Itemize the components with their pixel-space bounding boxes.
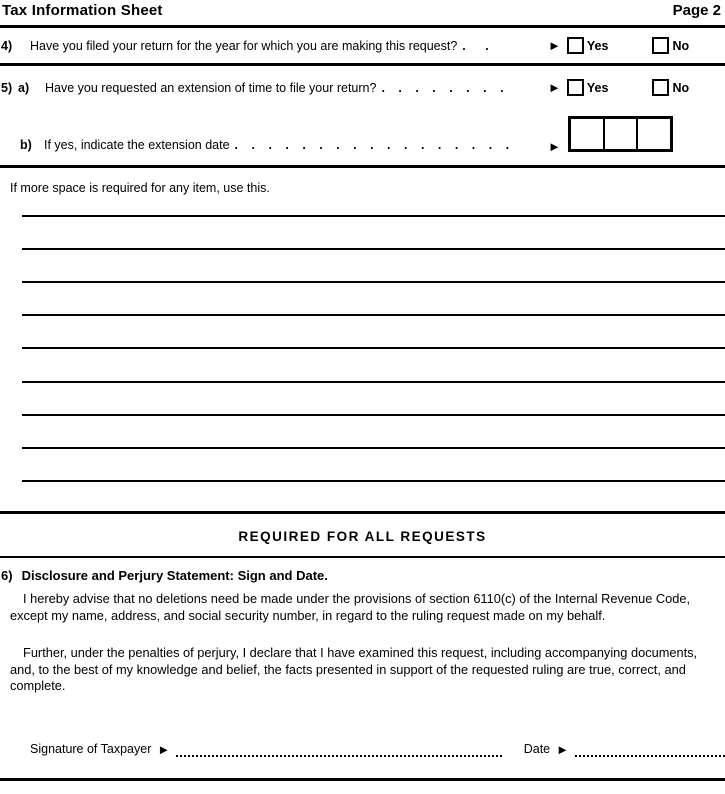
q4-no-group [646, 37, 689, 54]
q5a-no-label: No [672, 80, 690, 95]
dot-leader: . . [462, 39, 497, 53]
extra-space-bottom-divider [0, 511, 725, 514]
arrow-pointer-icon: ► [548, 80, 561, 95]
writing-line[interactable] [22, 480, 725, 482]
question-5b-text: If yes, indicate the extension date . . . . . . . . . . . . . . . . . [44, 138, 515, 152]
question-4-number: 4) [1, 39, 13, 53]
question-4-divider [0, 63, 725, 66]
q5a-yes-checkbox[interactable] [567, 79, 584, 96]
writing-line[interactable] [22, 347, 725, 349]
dot-leader: . . . . . . . . . . . . . . . . . [234, 138, 515, 152]
signature-input-line[interactable] [176, 745, 501, 757]
date-input-line[interactable] [575, 745, 725, 757]
question-6-heading [1, 568, 721, 583]
q5a-yes-label: Yes [586, 80, 609, 95]
q5a-no-checkbox[interactable] [652, 79, 669, 96]
writing-line[interactable] [22, 248, 725, 250]
extension-date-cell-year[interactable] [638, 119, 670, 149]
question-4-text: Have you filed your return for the year for which you are making this request? . . [30, 39, 497, 53]
question-5-divider [0, 165, 725, 168]
extra-space-lines [22, 215, 725, 485]
question-5a-label: a) [18, 81, 30, 95]
q4-yes-label: Yes [586, 38, 609, 53]
writing-line[interactable] [22, 381, 725, 383]
perjury-paragraph-2: Further, under the penalties of perjury, I declare that I have examined this request, including accompanying documents, and, to the best of my knowledge and belief, the facts presented in support of the requested ruling are true, correct, and complete. [10, 645, 698, 693]
signature-row [30, 742, 725, 757]
writing-line[interactable] [22, 447, 725, 449]
arrow-pointer-icon: ► [157, 742, 171, 757]
question-5b-label: b) [20, 138, 32, 152]
extension-date-cell-month[interactable] [571, 119, 605, 149]
writing-line[interactable] [22, 281, 725, 283]
q5a-no-group [646, 79, 689, 96]
header-divider [0, 25, 725, 28]
writing-line[interactable] [22, 215, 725, 217]
section-banner: REQUIRED FOR ALL REQUESTS [238, 529, 487, 544]
question-4-row [0, 39, 725, 61]
question-6-number: 6) [1, 568, 13, 583]
q4-no-label: No [672, 38, 690, 53]
question-5a-answers [548, 79, 689, 96]
question-4-answers [548, 37, 689, 54]
writing-line[interactable] [22, 414, 725, 416]
q4-yes-checkbox[interactable] [567, 37, 584, 54]
arrow-pointer-icon: ► [548, 38, 561, 53]
more-space-instruction: If more space is required for any item, use this. [10, 181, 270, 195]
banner-divider [0, 556, 725, 558]
extension-date-box [568, 116, 673, 152]
question-5-number: 5) [1, 81, 13, 95]
page-number: Page 2 [672, 2, 721, 19]
signature-label: Signature of Taxpayer [30, 742, 152, 756]
question-5a-text: Have you requested an extension of time to file your return? . . . . . . . . [45, 81, 509, 95]
date-label: Date [523, 742, 551, 756]
arrow-pointer-icon: ► [548, 139, 561, 154]
page-title: Tax Information Sheet [2, 2, 163, 19]
question-5a-row [0, 81, 725, 103]
perjury-paragraph-1: I hereby advise that no deletions need be made under the provisions of section 6110(c) of the Internal Revenue Code, except my name, address, and social security number, in regard to the ruling request made on my behalf. [10, 591, 691, 623]
q4-no-checkbox[interactable] [652, 37, 669, 54]
dot-leader: . . . . . . . . [381, 81, 509, 95]
page-bottom-border [0, 778, 725, 781]
question-6-heading-text: Disclosure and Perjury Statement: Sign and Date. [21, 568, 328, 583]
extension-date-cell-day[interactable] [605, 119, 639, 149]
arrow-pointer-icon: ► [556, 742, 569, 757]
writing-line[interactable] [22, 314, 725, 316]
